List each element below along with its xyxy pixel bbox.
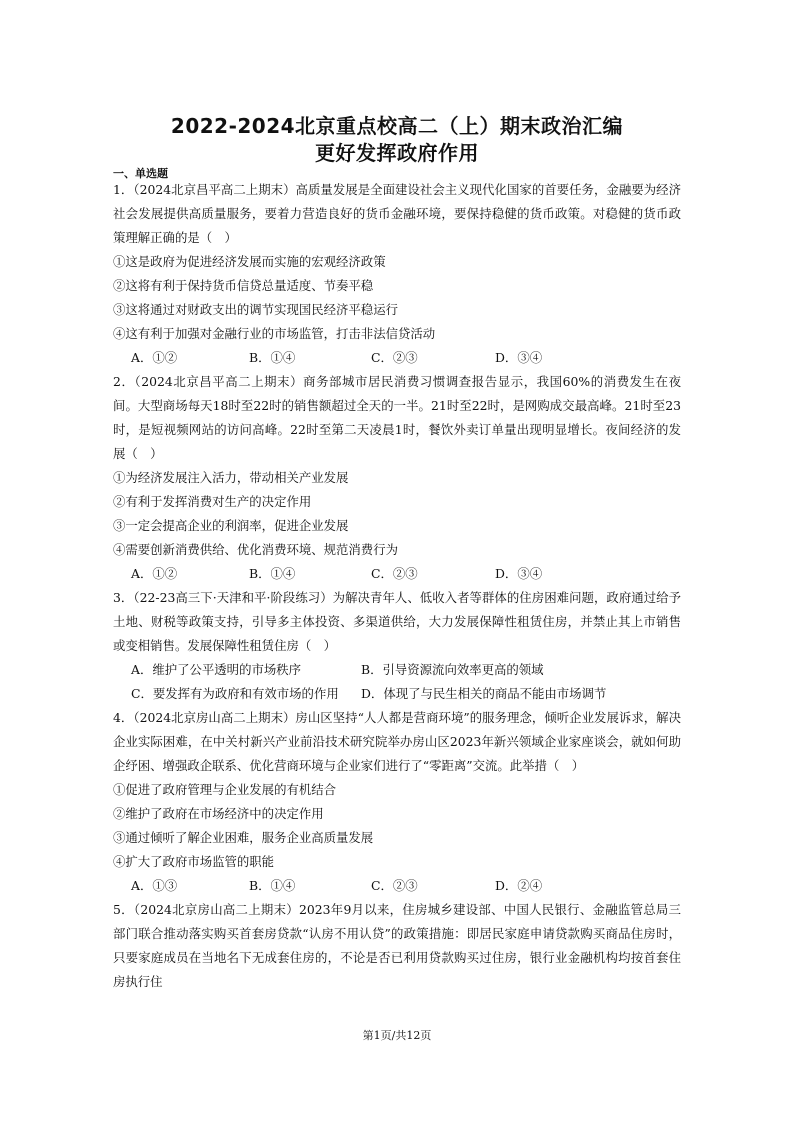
option-b: B．引导资源流向效率更高的领域	[361, 662, 544, 677]
option-d: D．③④	[495, 350, 543, 365]
option-b: B．①④	[249, 350, 296, 365]
option-a: A．维护了公平透明的市场秩序	[131, 662, 302, 677]
statement-item: ④这有利于加强对金融行业的市场监管，打击非法信贷活动	[113, 326, 436, 341]
statement-item: ④需要创新消费供给、优化消费环境、规范消费行为	[113, 542, 398, 557]
section-heading: 一、单选题	[113, 167, 168, 180]
option-d: D．③④	[495, 566, 543, 581]
option-a: A．①③	[131, 878, 178, 893]
statement-item: ②这将有利于保持货币信贷总量适度、节奏平稳	[113, 278, 374, 293]
answer-options	[113, 874, 681, 898]
page-number: 第1页/共12页	[362, 1029, 432, 1042]
question-list	[113, 178, 681, 994]
option-a: A．①②	[131, 350, 178, 365]
statement-item: ③一定会提高企业的利润率，促进企业发展	[113, 518, 349, 533]
option-d: D．②④	[495, 878, 543, 893]
option-d: D．体现了与民生相关的商品不能由市场调节	[361, 686, 607, 701]
option-a: A．①②	[131, 566, 178, 581]
question-3	[113, 586, 681, 706]
document-title: 2022-2024北京重点校高二（上）期末政治汇编	[170, 114, 624, 138]
question-4	[113, 706, 681, 898]
statement-item: ①为经济发展注入活力，带动相关产业发展	[113, 470, 349, 485]
statement-item: ①这是政府为促进经济发展而实施的宏观经济政策	[113, 254, 386, 269]
statement-item: ④扩大了政府市场监管的职能	[113, 854, 275, 869]
option-c: C．要发挥有为政府和有效市场的作用	[131, 686, 339, 701]
option-b: B．①④	[249, 566, 296, 581]
statement-item: ②有利于发挥消费对生产的决定作用	[113, 494, 312, 509]
option-c: C．②③	[371, 350, 418, 365]
statement-item: ①促进了政府管理与企业发展的有机结合	[113, 782, 337, 797]
answer-options	[113, 658, 681, 706]
option-c: C．②③	[371, 566, 418, 581]
question-2	[113, 370, 681, 586]
answer-options	[113, 346, 681, 370]
statement-item: ③通过倾听了解企业困难，服务企业高质量发展	[113, 830, 374, 845]
option-b: B．①④	[249, 878, 296, 893]
question-stem: 4．（2024北京房山高二上期末）房山区坚持“人人都是营商环境”的服务理念，倾听企业发展诉求，解决企业实际困难，在中关村新兴产业前沿技术研究院举办房山区2023年新兴领域企业家座谈会，就如何助企纾困、增强政企联系、优化营商环境与企业家们进行了“零距离”交流。此举措（ ）	[113, 710, 681, 773]
statement-item: ②维护了政府在市场经济中的决定作用	[113, 806, 324, 821]
question-stem: 3．（22-23高三下·天津和平·阶段练习）为解决青年人、低收入者等群体的住房困难问题，政府通过给予土地、财税等政策支持，引导多主体投资、多渠道供给，大力发展保障性租赁住房，并禁止其上市销售或变相销售。发展保障性租赁住房（ ）	[113, 590, 681, 653]
option-c: C．②③	[371, 878, 418, 893]
statement-item: ③这将通过对财政支出的调节实现国民经济平稳运行	[113, 302, 398, 317]
question-1	[113, 178, 681, 370]
question-stem: 2．（2024北京昌平高二上期末）商务部城市居民消费习惯调查报告显示，我国60%的消费发生在夜间。大型商场每天18时至22时的销售额超过全天的一半。21时至22时，是网购成交最高峰。21时至23时，是短视频网站的访问高峰。22时至第二天凌晨1时，餐饮外卖订单量出现明显增长。夜间经济的发展（ ）	[113, 374, 681, 461]
question-5	[113, 898, 681, 994]
answer-options	[113, 562, 681, 586]
question-stem: 5．（2024北京房山高二上期末）2023年9月以来，住房城乡建设部、中国人民银行、金融监管总局三部门联合推动落实购买首套房贷款“认房不用认贷”的政策措施：即居民家庭申请贷款购买商品住房时，只要家庭成员在当地名下无成套住房的，不论是否已利用贷款购买过住房，银行业金融机构均按首套住房执行住	[113, 902, 681, 989]
document-subtitle: 更好发挥政府作用	[315, 141, 479, 165]
question-stem: 1．（2024北京昌平高二上期末）高质量发展是全面建设社会主义现代化国家的首要任务，金融要为经济社会发展提供高质量服务，要着力营造良好的货币金融环境，要保持稳健的货币政策。对稳健的货币政策理解正确的是（ ）	[113, 182, 681, 245]
